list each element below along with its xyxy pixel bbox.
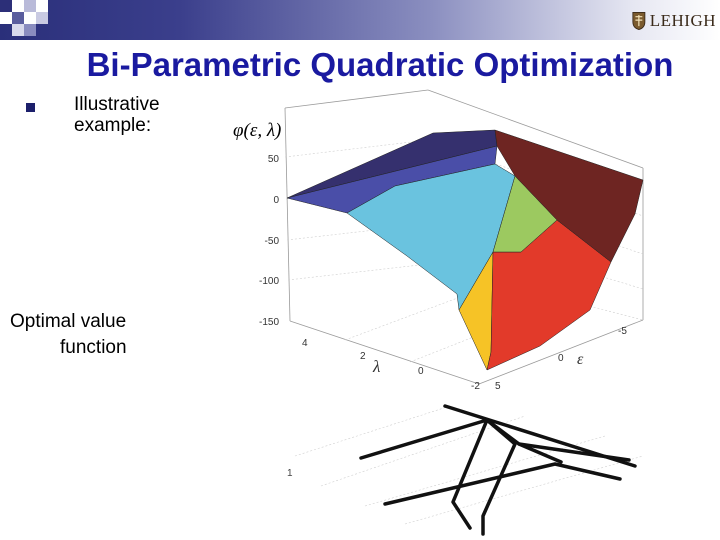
square-icon [24,0,36,12]
bullet-icon [26,103,35,112]
lambda-axis-label: λ [373,357,381,376]
side-caption [10,309,180,361]
z-tick: -50 [264,236,279,247]
square-icon [12,12,24,24]
surface-figure [225,84,665,536]
boundary-line [453,420,487,528]
epsilon-tick: 0 [558,353,564,364]
lehigh-crest-icon [632,10,646,32]
z-tick: -100 [258,276,279,287]
epsilon-axis-label: ε [577,351,584,368]
box-edge [285,108,290,321]
surface [287,130,643,370]
lambda-tick: -2 [471,381,480,392]
box-edge [285,90,428,108]
z-tick: -150 [258,317,279,328]
epsilon-tick: 5 [495,381,501,392]
lambda-tick: 0 [418,366,424,377]
z-tick: 0 [273,195,279,206]
decorative-squares [0,0,60,44]
slide-title: Bi-Parametric Quadratic Optimization [86,46,674,83]
square-icon [36,12,48,24]
grid-line [295,406,450,456]
z-tick: 50 [267,154,279,165]
square-icon [0,0,12,12]
side-caption-line2: function [60,337,127,358]
square-icon [0,12,12,24]
epsilon-tick: -5 [618,326,627,337]
bullet-text: Illustrative example: [74,94,160,136]
bottom-tick: 1 [287,468,293,479]
header-band [0,0,720,40]
lambda-tick: 4 [302,338,308,349]
logo-text: LEHIGH [649,11,716,30]
side-caption-line1: Optimal value [10,311,127,332]
square-icon [36,0,48,12]
square-icon [12,24,24,36]
lambda-ticks [302,338,480,392]
square-icon [24,12,36,24]
lehigh-logo [632,6,716,36]
lambda-tick: 2 [360,351,366,362]
square-icon [12,0,24,12]
z-ticks [259,154,279,328]
z-axis-label: φ(ε, λ) [233,120,282,141]
box-edge [290,321,479,384]
square-icon [24,24,36,36]
